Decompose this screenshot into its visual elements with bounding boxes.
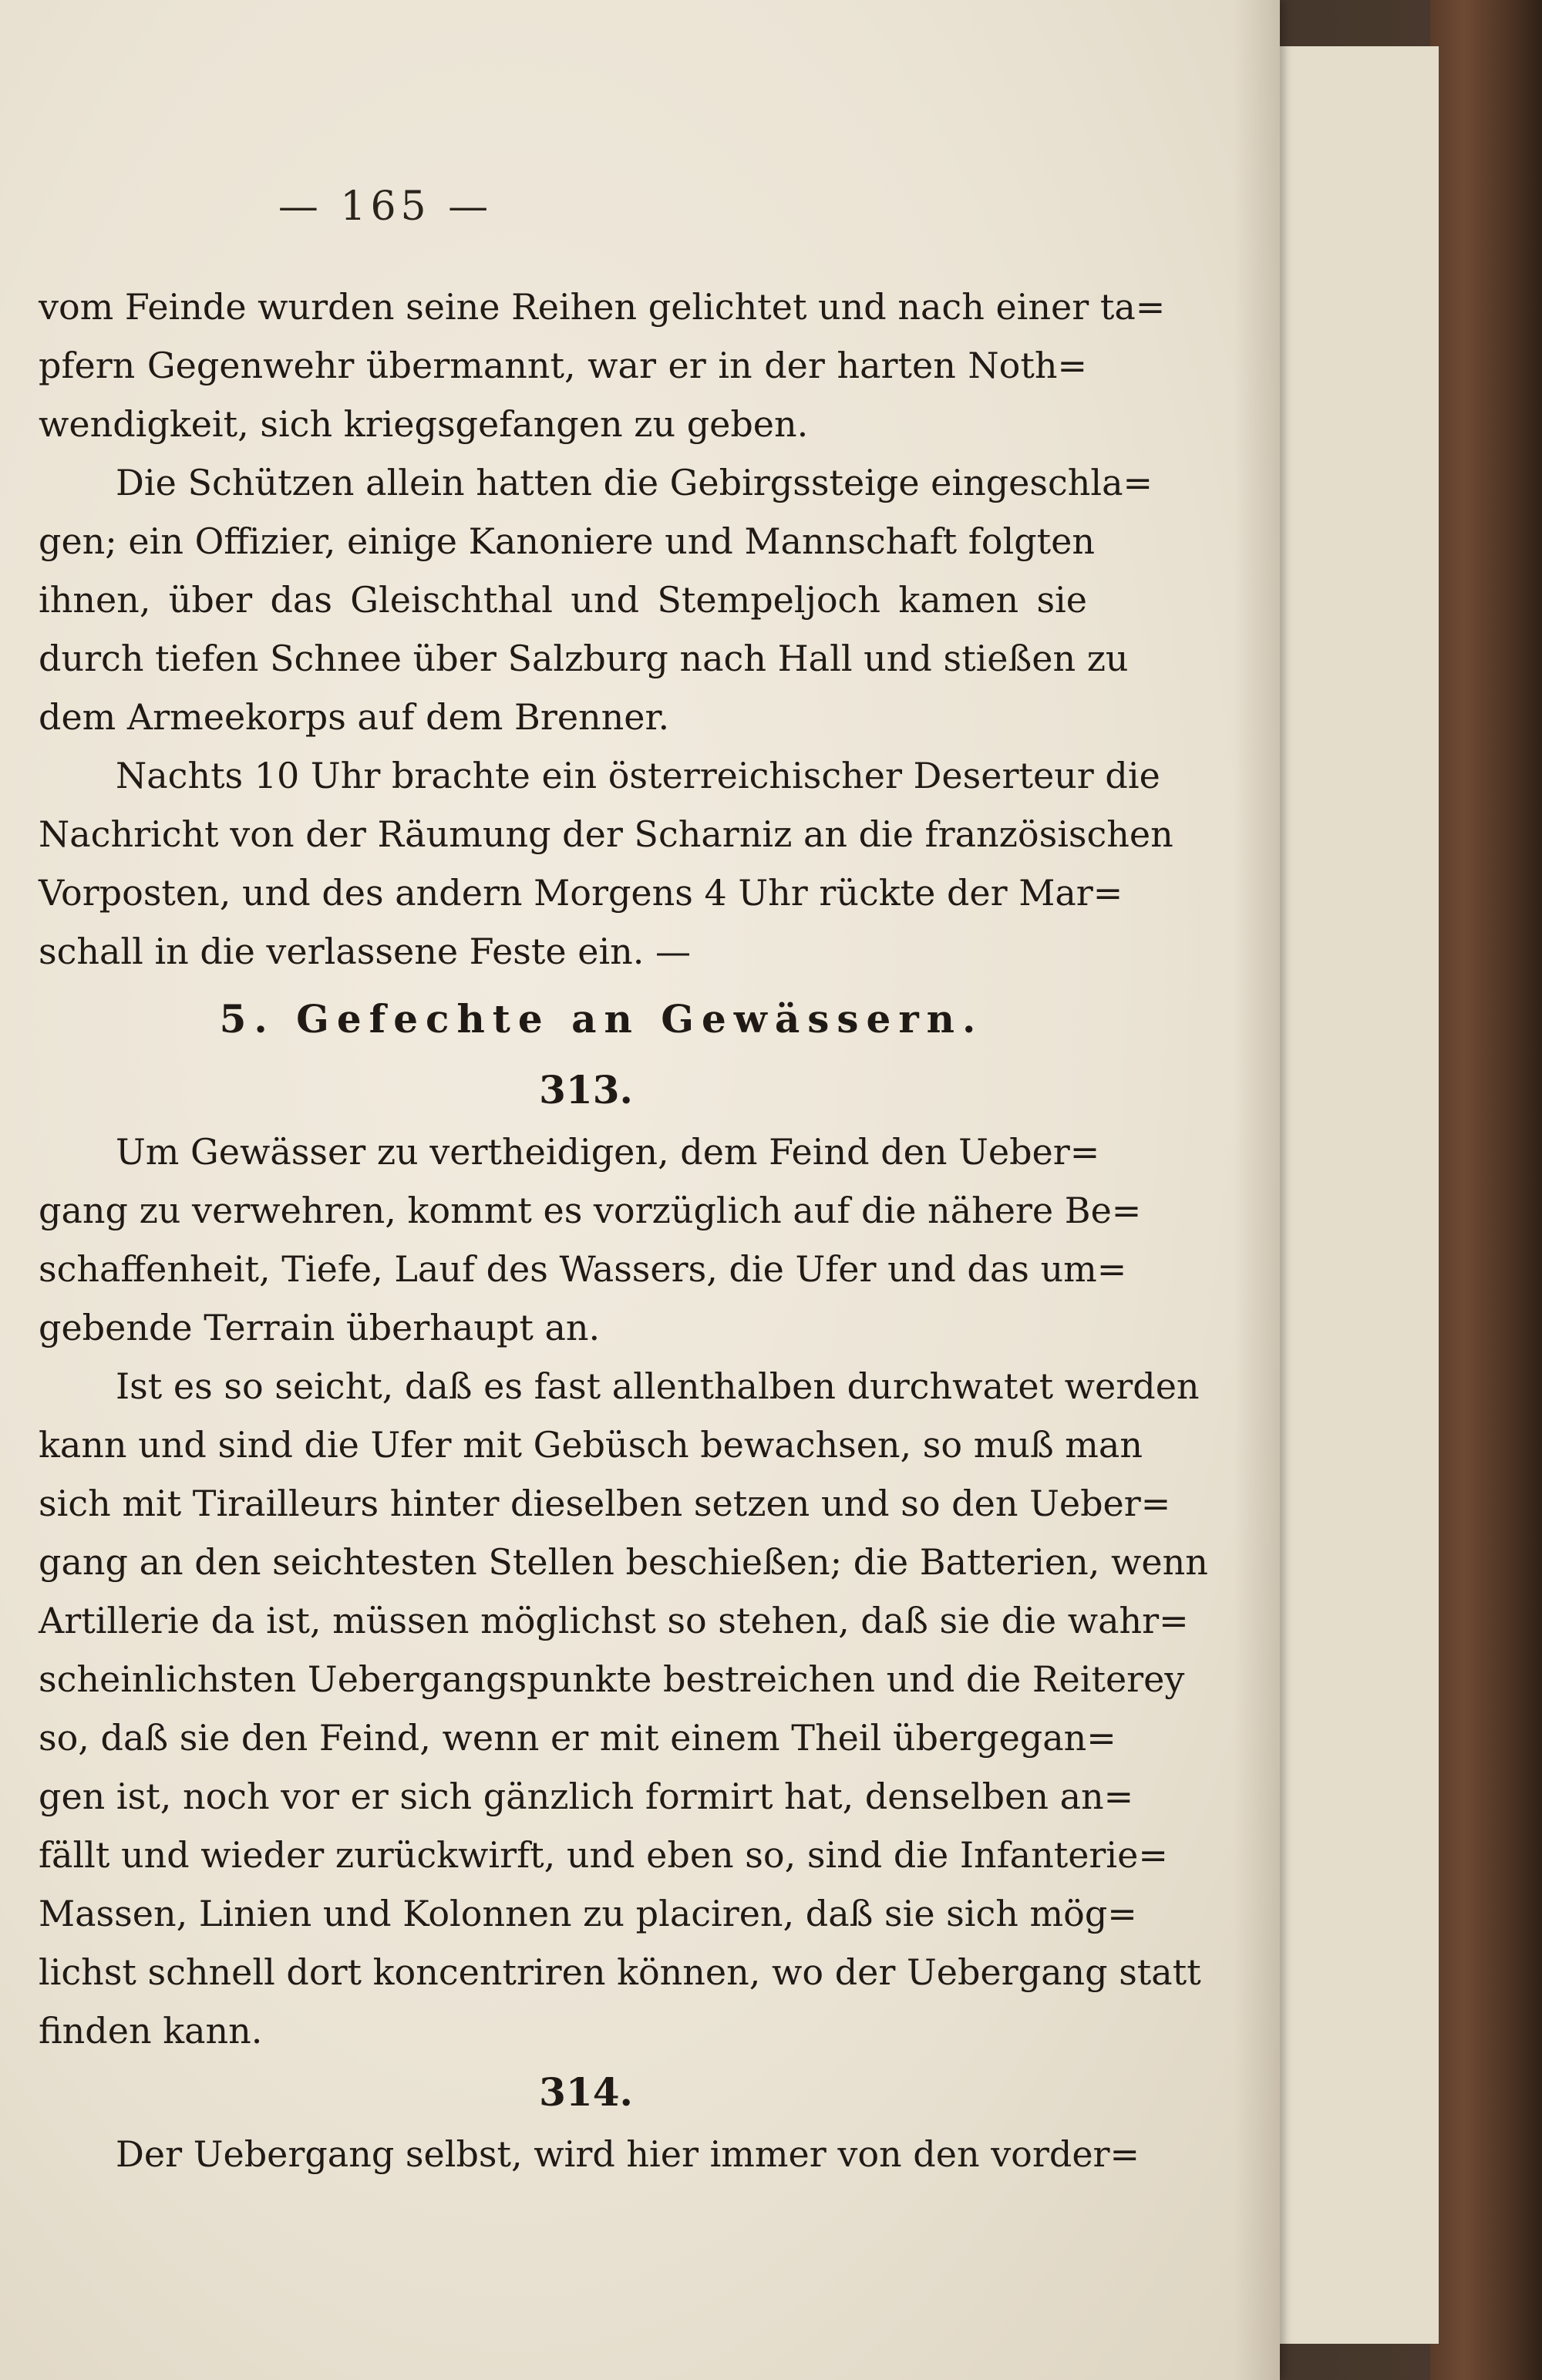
page-stack-edge <box>1278 46 1306 2344</box>
page-gutter-shadow <box>1234 0 1280 2380</box>
text-line: gen; ein Offizier, einige Kanoniere und Mannschaft folgten <box>39 520 1095 562</box>
page-stack-edge <box>1396 46 1422 2344</box>
page-stack-edge <box>1365 46 1399 2344</box>
page-body <box>39 278 1208 2183</box>
text-line: fällt und wieder zurückwirft, und eben so, sind die Infanterie= <box>39 1834 1168 1876</box>
text-line: wendigkeit, sich kriegsgefangen zu geben. <box>39 403 809 445</box>
text-line: scheinlichsten Uebergangspunkte bestreichen und die Reiterey <box>39 1658 1185 1700</box>
text-line: sich mit Tirailleurs hinter dieselben setzen und so den Ueber= <box>39 1483 1171 1524</box>
paragraph-block <box>39 2125 1140 2183</box>
text-line: so, daß sie den Feind, wenn er mit einem Theil übergegan= <box>39 1717 1116 1759</box>
text-line: Um Gewässer zu vertheidigen, dem Feind den Ueber= <box>116 1131 1100 1173</box>
text-line: gang an den seichtesten Stellen beschießen; die Batterien, wenn <box>39 1541 1208 1583</box>
text-line: schall in die verlassene Feste ein. — <box>39 931 692 972</box>
text-line: vom Feinde wurden seine Reihen gelichtet und nach einer ta= <box>39 286 1166 328</box>
text-line: Massen, Linien und Kolonnen zu placiren, daß sie sich mög= <box>39 1893 1137 1934</box>
text-line: Artillerie da ist, müssen möglichst so stehen, daß sie die wahr= <box>39 1600 1189 1641</box>
text-line: Ist es so seicht, daß es fast allenthalben durchwatet werden <box>116 1365 1200 1407</box>
text-line: ihnen, über das Gleischthal und Stempeljoch kamen sie <box>39 579 1087 621</box>
paragraph-block <box>39 1123 1208 2060</box>
text-line: Nachricht von der Räumung der Scharniz an die französischen <box>39 813 1173 855</box>
section-heading: 5. Gefechte an Gewässern. <box>219 996 984 1042</box>
page-stack-edge <box>1334 46 1368 2344</box>
text-line: Vorposten, und des andern Morgens 4 Uhr rückte der Mar= <box>39 872 1123 914</box>
text-line: kann und sind die Ufer mit Gebüsch bewachsen, so muß man <box>39 1424 1143 1466</box>
book-cover-edge <box>1430 0 1542 2380</box>
text-line: Die Schützen allein hatten die Gebirgssteige eingeschla= <box>116 462 1153 503</box>
text-line: dem Armeekorps auf dem Brenner. <box>39 696 670 738</box>
page-stack-edge <box>1303 46 1337 2344</box>
text-line: finden kann. <box>39 2010 263 2052</box>
paragraph-block <box>39 278 1173 981</box>
text-line: gen ist, noch vor er sich gänzlich formirt hat, denselben an= <box>39 1776 1134 1817</box>
text-line: Nachts 10 Uhr brachte ein österreichischer Deserteur die <box>116 755 1160 796</box>
page-number: — 165 — <box>278 183 493 230</box>
text-line: gebende Terrain überhaupt an. <box>39 1307 601 1348</box>
text-line: lichst schnell dort koncentriren können, wo der Uebergang statt <box>39 1951 1201 1993</box>
text-line: schaffenheit, Tiefe, Lauf des Wassers, die Ufer und das um= <box>39 1248 1127 1290</box>
section-number: 313. <box>539 1067 633 1113</box>
text-line: durch tiefen Schnee über Salzburg nach Hall und stießen zu <box>39 638 1129 679</box>
text-line: pfern Gegenwehr übermannt, war er in der harten Noth= <box>39 345 1087 386</box>
text-line: Der Uebergang selbst, wird hier immer von den vorder= <box>116 2133 1140 2175</box>
section-number: 314. <box>539 2069 633 2115</box>
text-line: gang zu verwehren, kommt es vorzüglich auf die nähere Be= <box>39 1190 1142 1231</box>
